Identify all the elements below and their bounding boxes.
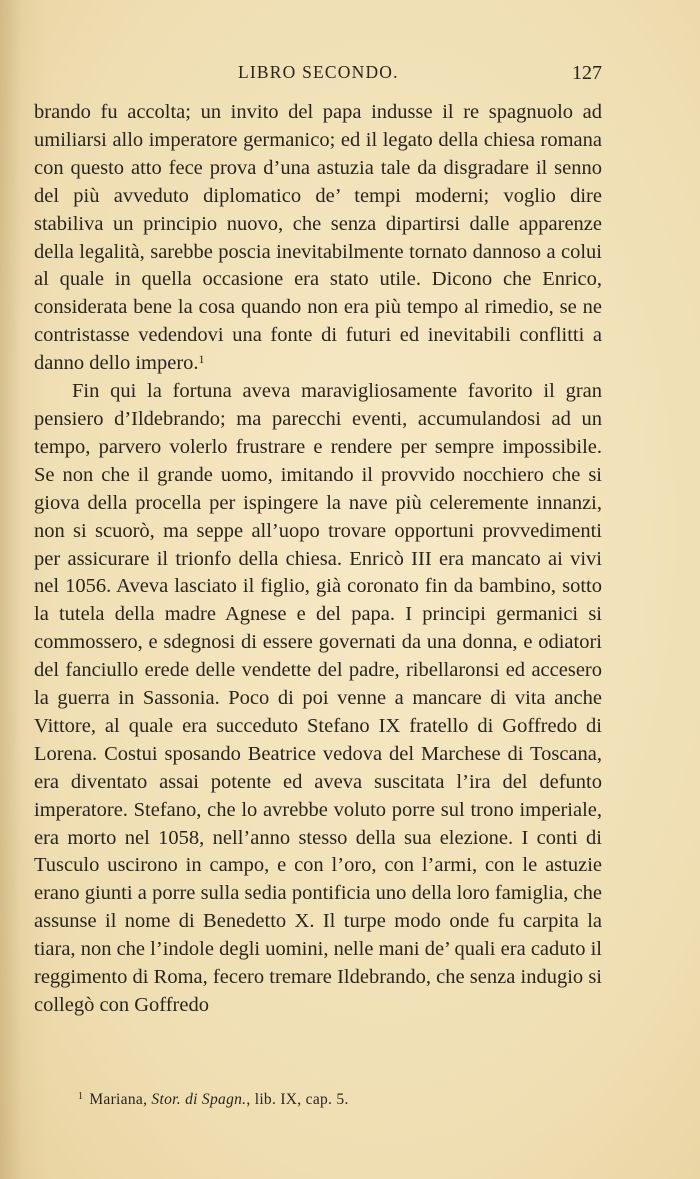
footnote-marker: 1 <box>78 1091 84 1102</box>
paragraph-2: Fin qui la fortuna aveva maravigliosamente favorito il gran pensiero d’Ildebrando; ma parecchi eventi, accumulandosi ad un tempo, parvero volerlo frustrare e rendere per sempre impossibile. Se non che il grande uomo, imitando il provvido nocchiero che si giova della procella per ispingere la nave più celeremente innanzi, non si scuorò, ma seppe all’uopo trovare opportuni provvedimenti per assicurare il trionfo della chiesa. Enricò III era mancato ai vivi nel 1056. Aveva lasciato il figlio, già coronato fin da bambino, sotto la tutela della madre Agnese e del papa. I principi germanici si commossero, e sdegnosi di essere governati da una donna, e odiatori del fanciullo erede delle vendette del padre, ribellaronsi ed accesero la guerra in Sassonia. Poco di poi venne a mancare di vita anche Vittore, al quale era succeduto Stefano IX fratello di Goffredo di Lorena. Costui sposando Beatrice vedova del Marchese di Toscana, era diventato assai potente ed aveva suscitata l’ira del defunto imperatore. Stefano, che lo avrebbe voluto porre sul trono imperiale, era morto nel 1058, nell’anno stesso della sua elezione. I conti di Tusculo uscirono in campo, e con l’oro, con l’armi, con le astuzie erano giunti a porre sulla sedia pontificia uno della loro famiglia, che assunse il nome di Benedetto X. Il turpe modo onde fu carpita la tiara, non che l’indole degli uomini, nelle mani de’ quali era caduto il reggimento di Roma, fecero tremare Ildebrando, che senza indugio si collegò con Goffredo <box>34 380 602 1016</box>
footnote-reference: 1 <box>198 352 205 367</box>
footnote-location: lib. IX, cap. 5. <box>254 1091 349 1108</box>
footnote-work: Stor. di Spagn. <box>151 1091 247 1108</box>
body-text <box>34 99 602 1020</box>
running-head: LIBRO SECONDO. <box>238 62 399 82</box>
paragraph-1 <box>34 99 602 378</box>
page-header <box>110 62 602 92</box>
footnote-author: Mariana <box>89 1091 144 1108</box>
footnote: $^1$ Mariana, Stor. di Spagn., lib. IX, cap. 5. <box>78 1091 349 1108</box>
page-number: 127 <box>572 62 602 84</box>
paragraph-1-text: brando fu accolta; un invito del papa indusse il re spagnuolo ad umiliarsi allo imperatore germanico; ed il legato della chiesa romana con questo atto fece prova d’una astuzia tale da disgradare il senno del più avveduto diplomatico de’ tempi moderni; voglio dire stabiliva un principio nuovo, che senza dipartirsi dalle apparenze della legalità, sarebbe poscia inevitabilmente tornato dannoso a colui al quale in quella occasione era stato utile. Dicono che Enrico, considerata bene la cosa quando non era più tempo al rimedio, se ne contristasse vedendovi una fonte di futuri ed inevitabili conflitti a danno dello impero. <box>34 101 602 375</box>
